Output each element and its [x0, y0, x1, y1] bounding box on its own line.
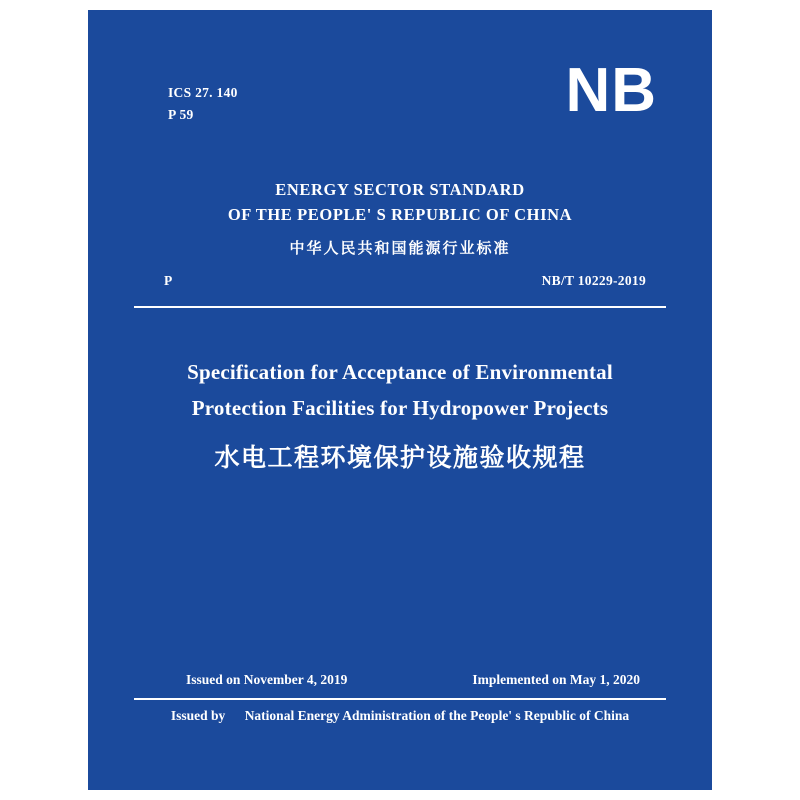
implemented-date: Implemented on May 1, 2020 [472, 672, 640, 687]
code-row [134, 273, 666, 289]
standard-cover [88, 10, 712, 790]
issuer-row [88, 708, 712, 724]
divider-top [134, 306, 666, 308]
document-title [128, 355, 672, 474]
issued-by-organization: National Energy Administration of the People' s Republic of China [244, 708, 630, 723]
category-letter: P [164, 273, 173, 288]
nb-logo: NB [565, 56, 657, 125]
divider-bottom [134, 698, 666, 700]
ics-number: ICS 27. 140 [168, 85, 238, 100]
standard-header [88, 178, 712, 258]
title-english-line1: Specification for Acceptance of Environmental [187, 360, 613, 384]
standard-number: NB/T 10229-2019 [541, 273, 646, 288]
ics-block [168, 82, 238, 127]
title-chinese: 水电工程环境保护设施验收规程 [214, 443, 586, 473]
issued-date: Issued on November 4, 2019 [186, 672, 348, 687]
classification-code: P 59 [168, 107, 194, 123]
date-row [134, 672, 666, 688]
issued-by-label: Issued by [170, 708, 226, 723]
standard-header-chinese: 中华人民共和国能源行业标准 [289, 238, 511, 257]
standard-header-line2: OF THE PEOPLE' S REPUBLIC OF CHINA [227, 204, 573, 224]
title-english-line2: Protection Facilities for Hydropower Projects [191, 395, 609, 420]
standard-header-line1: ENERGY SECTOR STANDARD [275, 180, 525, 199]
